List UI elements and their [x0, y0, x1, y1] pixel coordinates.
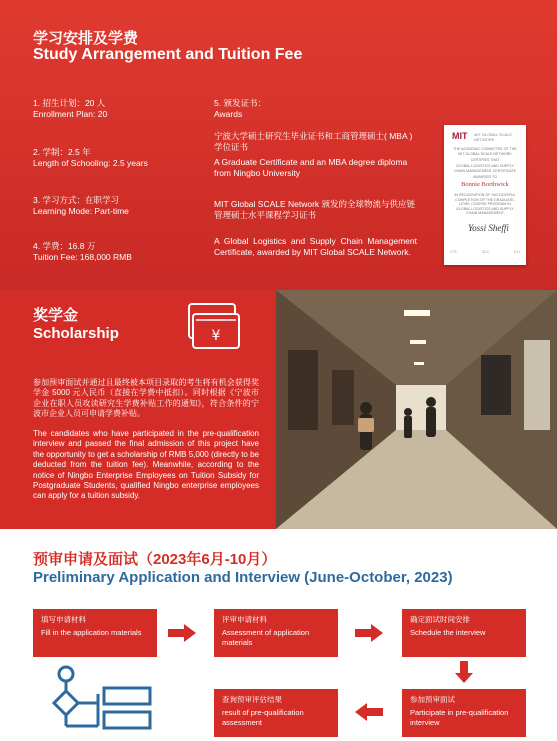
arrow-right-icon [355, 624, 383, 642]
step-interview: 参加预审面试 Participate in pre-qualification interview [402, 689, 526, 737]
scholarship-text-en: The candidates who have participated in the pre-qualification interview and passed the final admission of this project have the opportunity to get a scholarship of RMB 5,000 (directly to be deducted from the tuition fee). Meanwhile, according to the notice of Ningbo Enterprise Employees on Tuition Subsidy for Postgraduate Students, qualified Ningbo enterprise employees can apply for a tuition subsidy. [33, 429, 259, 501]
certificate-partner-logos: CTL ZLC CLI [450, 249, 520, 254]
arrow-right-icon [168, 624, 196, 642]
flowchart-icon [52, 664, 160, 730]
study-arrangement-section [0, 0, 557, 290]
scholarship-section [0, 290, 276, 529]
arrow-left-icon [355, 703, 383, 721]
length-of-schooling: 2. 学制：2.5 年 Length of Schooling: 2.5 years [33, 147, 148, 168]
awards-heading: 5. 颁发证书： Awards [214, 98, 266, 119]
study-title-cn: 学习安排及学费 [33, 30, 139, 47]
mit-certificate-image: MIT MIT GLOBAL SCALE NETWORK THE ACADEMIC COMMITTEE OF THE MIT GLOBAL SCALE NETWORK CERTIFIES THAT GLOBAL LOGISTICS AND SUPPLY CHAIN MANAGEMENT CERTIFICATE AWARDED TO Bonnie Borthwick IN RECOGNITION OF SUCCESSFUL COMPLETION OF THE GRADUATE-LEVEL COURSE PROGRAM IN GLOBAL LOGISTICS AND SUPPLY CHAIN MANAGEMENT Yossi Sheffi CTL ZLC CLI [444, 125, 526, 265]
award-mit: MIT Global SCALE Network 颁发的全球物流与供应链管理硕士水平课程学习证书 [214, 199, 416, 220]
award-ningbo: 宁波大学硕士研究生毕业证书和工商管理硕士( MBA )学位证书 A Graduate Certificate and an MBA degree diploma from Ningbo University [214, 131, 413, 178]
wallet-yuan-icon [186, 300, 242, 352]
step-schedule: 确定面试时间安排 Schedule the interview [402, 609, 526, 657]
application-title-cn: 预审申请及面试（2023年6月-10月） [33, 551, 277, 568]
step-fill-materials: 填写申请材料 Fill in the application materials [33, 609, 157, 657]
step-assessment: 评审申请材料 Assessment of application materials [214, 609, 338, 657]
scholarship-title-en: Scholarship [33, 325, 119, 342]
enrollment-plan: 1. 招生计划：20 人 Enrollment Plan: 20 [33, 98, 108, 119]
yuan-symbol: ¥ [211, 328, 221, 344]
tuition-fee: 4. 学费：16.8 万 Tuition Fee: 168,000 RMB [33, 241, 132, 262]
mit-logo-subtitle: MIT GLOBAL SCALE NETWORK [474, 132, 513, 142]
signature: Yossi Sheffi [468, 223, 509, 233]
study-title-en: Study Arrangement and Tuition Fee [33, 46, 303, 63]
mit-logo: MIT [452, 131, 468, 141]
arrow-down-icon [455, 661, 473, 683]
scholarship-title-cn: 奖学金 [33, 307, 79, 324]
certificate-recipient: Bonnie Borthwick [461, 181, 509, 188]
learning-mode: 3. 学习方式：在职学习 Learning Mode: Part-time [33, 195, 129, 216]
scholarship-text-cn: 参加预审面试并通过且最终被本项目录取的考生将有机会获得奖学金 5000 元人民币（直接在学费中抵扣）。同时根据《宁波市企业在职人员攻读研究生学费补贴工作的通知》，符合条件的宁波市企业人员可申请学费补贴。 [33, 378, 259, 419]
step-result: 查询预审评估结果 result of pre-qualification assessment [214, 689, 338, 737]
hallway-photo [276, 290, 557, 529]
application-title-en: Preliminary Application and Interview (June-October, 2023) [33, 569, 453, 586]
award-mit-en: A Global Logistics and Supply Chain Management Certificate, awarded by MIT Global SCALE Network. [214, 236, 417, 257]
